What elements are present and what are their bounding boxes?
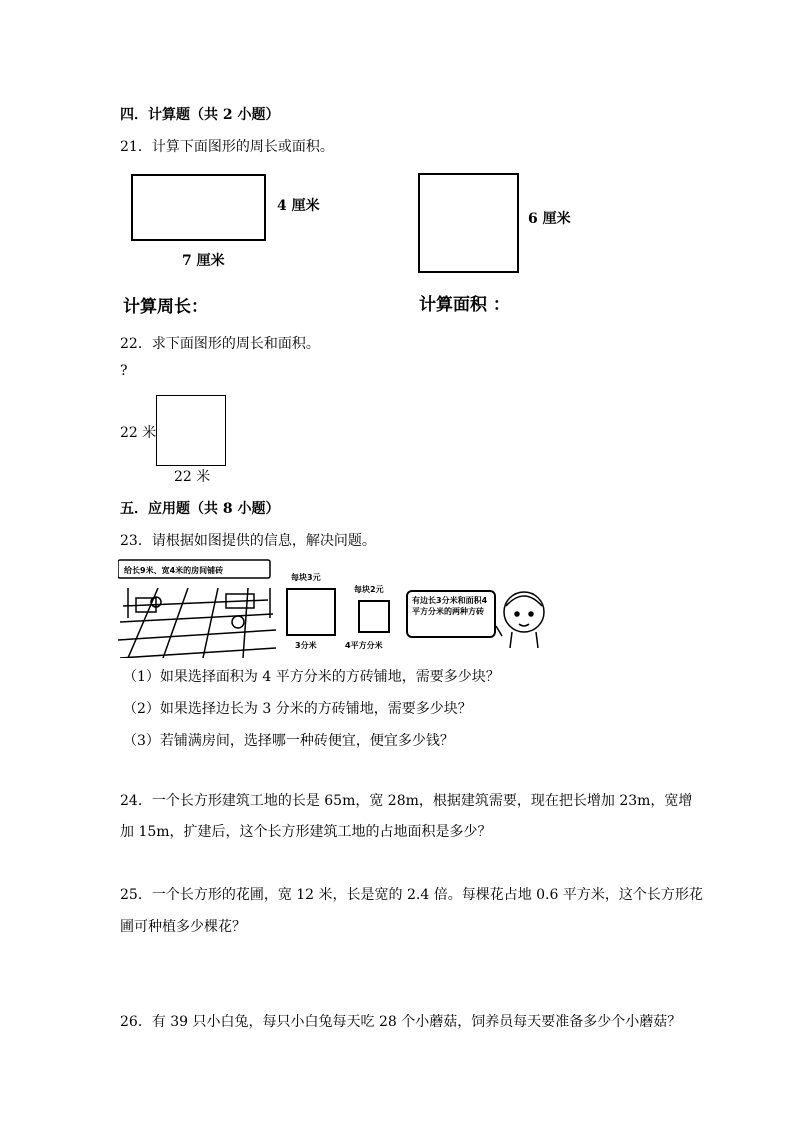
rectangle-figure: [131, 174, 266, 241]
question-23: 23．请根据如图提供的信息，解决问题。: [120, 533, 376, 549]
square-22m-figure: [156, 395, 226, 466]
square-side-label: 6 厘米: [528, 211, 571, 227]
tile1-price: 每块3元: [291, 573, 321, 582]
question-25-line1: 25．一个长方形的花圃，宽 12 米，长是宽的 2.4 倍。每棵花占地 0.6 平方米，这个长方形花: [120, 887, 703, 903]
area-prompt: 计算面积 ：: [419, 295, 510, 315]
question-25-line2: 圃可种植多少棵花？: [120, 919, 246, 935]
tile1-square: [286, 588, 336, 636]
square-figure: [418, 173, 519, 273]
question-23-sub2: （2）如果选择边长为 3 分米的方砖铺地，需要多少块？: [123, 701, 472, 717]
tile2-price: 每块2元: [354, 585, 384, 594]
tile1-size: 3分米: [295, 641, 317, 650]
square-left-label: 22 米: [120, 425, 157, 441]
question-24-line2: 加 15m，扩建后，这个长方形建筑工地的占地面积是多少？: [120, 824, 492, 840]
section-5-title: 五．应用题（共 8 小题）: [120, 501, 280, 517]
question-23-sub3: （3）若铺满房间，选择哪一种砖便宜，便宜多少钱？: [123, 733, 454, 749]
rectangle-width-label: 7 厘米: [182, 253, 225, 269]
question-22: 22．求下面图形的周长和面积。: [120, 336, 320, 352]
perimeter-prompt: 计算周长：: [123, 297, 208, 317]
tile2-square: [358, 600, 390, 633]
question-marker: ?: [120, 363, 128, 379]
question-21: 21．计算下面图形的周长或面积。: [120, 139, 334, 155]
section-4-title: 四．计算题（共 2 小题）: [120, 107, 280, 123]
girl-icon: [494, 586, 554, 648]
question-23-sub1: （1）如果选择面积为 4 平方分米的方砖铺地，需要多少块？: [123, 669, 500, 685]
room-caption: 给长9米、宽4米的房间铺砖: [124, 566, 224, 575]
square-bottom-label: 22 米: [174, 469, 211, 485]
question-26: 26．有 39 只小白兔，每只小白兔每天吃 28 个小蘑菇，饲养员每天要准备多少个小蘑菇？: [120, 1014, 682, 1030]
rectangle-height-label: 4 厘米: [277, 198, 320, 214]
tile-illustration: [118, 558, 558, 658]
question-24-line1: 24．一个长方形建筑工地的长是 65m，宽 28m，根据建筑需要，现在把长增加 23m，宽增: [120, 793, 693, 809]
tile2-size: 4平方分米: [345, 641, 383, 650]
speech-bubble: 有边长3分米和面积4平方分米的两种方砖: [406, 590, 496, 638]
